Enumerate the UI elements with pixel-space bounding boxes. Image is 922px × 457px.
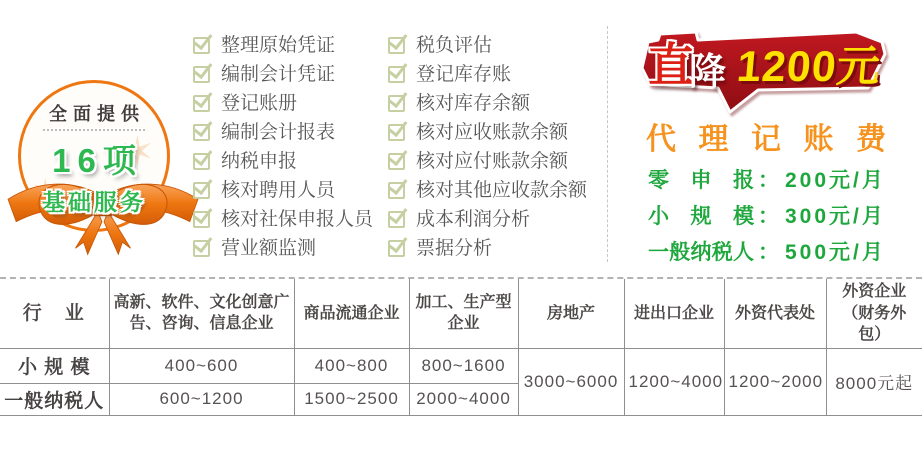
checkbox-checked-icon — [388, 153, 405, 170]
checkbox-checked-icon — [193, 211, 210, 228]
checkbox-checked-icon — [388, 124, 405, 141]
checklist-item-label: 营业额监测 — [221, 238, 317, 259]
price-range-cell-merged: 8000元起 — [826, 348, 922, 415]
service-count-badge — [8, 66, 200, 258]
checklist-item — [388, 36, 587, 55]
checklist-item — [193, 210, 373, 229]
price-range-cell: 600~1200 — [109, 383, 294, 415]
price-range-cell: 400~600 — [109, 348, 294, 383]
price-range-cell-merged: 3000~6000 — [518, 348, 624, 415]
price-label: 小规模 — [648, 205, 754, 228]
vertical-dashed-divider — [607, 26, 608, 262]
checklist-item — [388, 152, 587, 171]
checklist-item — [388, 181, 587, 200]
checklist-item-label: 纳税申报 — [221, 151, 298, 172]
price-line-general-taxpayer — [648, 236, 886, 266]
checklist-item-label: 编制会计报表 — [221, 122, 336, 143]
row-label-small-scale: 小 规 模 — [0, 348, 109, 383]
price-range-cell: 2000~4000 — [409, 383, 518, 415]
checklist-item — [193, 36, 373, 55]
checklist-item-label: 核对应付账款余额 — [416, 151, 569, 172]
industry-pricing-table-wrap — [0, 277, 922, 416]
price-line-small-scale — [648, 200, 886, 230]
table-header-manufacturing: 加工、生产型企业 — [409, 279, 518, 348]
checklist-item — [388, 123, 587, 142]
checkbox-checked-icon — [193, 95, 210, 112]
table-header-foreign-enterprise: 外资企业（财务外包） — [826, 279, 922, 348]
price-value: 500元/月 — [785, 241, 886, 264]
table-header-import-export: 进出口企业 — [624, 279, 724, 348]
price-line-zero-filing — [648, 164, 886, 194]
checkbox-checked-icon — [193, 37, 210, 54]
checkbox-checked-icon — [193, 182, 210, 199]
checkbox-checked-icon — [193, 153, 210, 170]
price-colon: ： — [758, 169, 779, 192]
price-range-cell: 1500~2500 — [294, 383, 409, 415]
checklist-item — [193, 239, 373, 258]
agency-fee-title: 代理记账费 — [646, 123, 886, 156]
badge-top-label: 全面提供 — [49, 104, 145, 124]
price-label: 零申报 — [648, 169, 754, 192]
badge-count-label: 16项 — [52, 142, 143, 179]
checklist-item-label: 核对聘用人员 — [221, 180, 336, 201]
checkbox-checked-icon — [388, 211, 405, 228]
price-range-cell-merged: 1200~2000 — [724, 348, 826, 415]
checkbox-checked-icon — [193, 66, 210, 83]
price-value: 300元/月 — [785, 205, 886, 228]
price-range-cell: 800~1600 — [409, 348, 518, 383]
badge-bottom-label: 基础服务 — [42, 189, 146, 215]
checklist-item — [193, 123, 373, 142]
table-header-industry: 行 业 — [0, 279, 109, 348]
discount-banner — [634, 24, 888, 116]
service-checklist-right — [388, 36, 587, 258]
table-header-hightech: 高新、软件、文化创意广告、咨询、信息企业 — [109, 279, 294, 348]
checklist-item-label: 票据分析 — [416, 238, 493, 259]
checklist-item — [193, 181, 373, 200]
checklist-item — [388, 210, 587, 229]
checkbox-checked-icon — [388, 95, 405, 112]
banner-discount-amount: 1200元 — [734, 43, 883, 91]
checklist-item-label: 核对其他应收款余额 — [416, 180, 588, 201]
price-range-cell: 400~800 — [294, 348, 409, 383]
checklist-item-label: 登记账册 — [221, 93, 298, 114]
checklist-item-label: 成本利润分析 — [416, 209, 531, 230]
price-colon: ： — [758, 205, 779, 228]
checkbox-checked-icon — [388, 182, 405, 199]
checklist-item — [193, 152, 373, 171]
checklist-item-label: 核对社保申报人员 — [221, 209, 374, 230]
checklist-item — [388, 239, 587, 258]
checklist-item-label: 核对库存余额 — [416, 93, 531, 114]
checkbox-checked-icon — [193, 240, 210, 257]
badge-circle — [18, 80, 170, 232]
checkbox-checked-icon — [388, 240, 405, 257]
row-label-general-taxpayer: 一般纳税人 — [0, 383, 109, 415]
checklist-item-label: 编制会计凭证 — [221, 64, 336, 85]
checklist-item-label: 税负评估 — [416, 35, 493, 56]
checkbox-checked-icon — [388, 66, 405, 83]
checklist-item — [388, 94, 587, 113]
checkbox-checked-icon — [388, 37, 405, 54]
checklist-item-label: 登记库存账 — [416, 64, 512, 85]
price-colon: ： — [758, 241, 779, 264]
price-value: 200元/月 — [785, 169, 886, 192]
checklist-item — [193, 65, 373, 84]
service-checklist-left — [193, 36, 373, 258]
banner-word-zhi: 直 — [648, 39, 694, 91]
price-label: 一般纳税人 — [648, 241, 754, 264]
checklist-item — [193, 94, 373, 113]
checklist-item-label: 核对应收账款余额 — [416, 122, 569, 143]
checkbox-checked-icon — [193, 124, 210, 141]
industry-pricing-table — [0, 279, 922, 416]
table-header-commodity: 商品流通企业 — [294, 279, 409, 348]
table-header-foreign-office: 外资代表处 — [724, 279, 826, 348]
table-header-realestate: 房地产 — [518, 279, 624, 348]
checklist-item-label: 整理原始凭证 — [221, 35, 336, 56]
banner-word-jiang: 降 — [689, 51, 726, 92]
checklist-item — [388, 65, 587, 84]
price-range-cell-merged: 1200~4000 — [624, 348, 724, 415]
